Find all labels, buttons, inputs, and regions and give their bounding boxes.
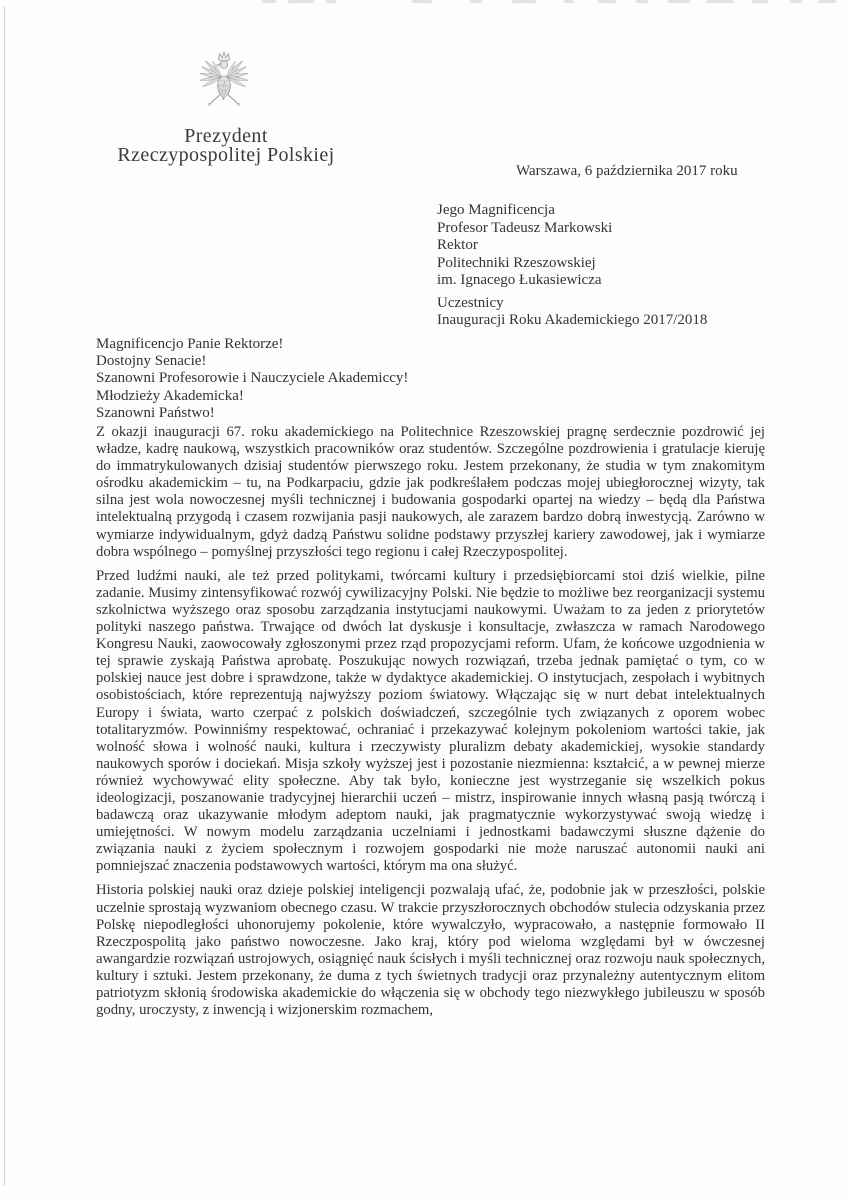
recipient-participants	[437, 295, 707, 330]
scan-artifact	[512, 0, 536, 3]
scan-artifact	[598, 0, 616, 3]
body-paragraph: Historia polskiej nauki oraz dzieje polskiej inteligencji pozwalają ufać, że, podobnie jak w przeszłości, polskie uczelnie sprostają wyzwaniom obecnego czasu. W trakcie przyszłorocznych obchodów stulecia odzyskania przez Polskę niepodległości uhonorujemy pokolenie, które wywalczyło, wypracowało, a następnie formowało II Rzeczpospolitą jako państwo nowoczesne. Jako kraj, który pod wieloma względami był w ówczesnej awangardzie rozwiązań ustrojowych, osiągnięć nauk ścisłych i myśli technicznej oraz rozwoju nauk społecznych, kultury i sztuki. Jestem przekonany, że duma z tych świetnych tradycji oraz przynależny autentycznym elitom patriotyzm skłonią środowiska akademickie do włączenia się w obchody tego niezwykłego jubileuszu w sposób godny, uroczysty, z inwencją i wizjonerskim rozmachem,	[96, 882, 765, 1019]
scan-artifact	[790, 0, 802, 3]
sender-title-line1: Prezydent	[184, 125, 268, 147]
scan-artifact	[470, 0, 482, 3]
recipient-line: Uczestnicy	[437, 294, 504, 311]
recipient-line: Rektor	[437, 237, 478, 253]
body-paragraph: Z okazji inauguracji 67. roku akademickiego na Politechnice Rzeszowskiej pragnę serdecznie pozdrowić jej władze, kadrę naukową, wszystkich pracowników oraz studentów. Szczególne pozdrowienia i gratulacje kieruję do immatrykulowanych dzisiaj studentów pierwszego roku. Jestem przekonany, że studia w tym znakomitym ośrodku akademickim – tu, na Podkarpaciu, gdzie jak podkreślałem podczas mojej ubiegłorocznej wizyty, tak silna jest wola nowoczesnej myśli technicznej i budowania gospodarki opartej na wiedzy – będą dla Państwa intelektualną przygodą i czasem rozwijania pasji naukowych, ale zarazem bardzo dobrą inwestycją. Zarówno w wymiarze indywidualnym, gdyż dadzą Państwu solidne podstawy przyszłej kariery zawodowej, jak i wymiarze dobra wspólnego – pomyślnej przyszłości tego regionu i całej Rzeczypospolitej.	[96, 424, 765, 560]
scan-artifact	[262, 0, 276, 3]
recipient-line: im. Ignacego Łukasiewicza	[437, 272, 602, 288]
salutation-line: Młodzieży Akademicka!	[96, 387, 244, 404]
scan-artifact	[752, 0, 768, 3]
sender-title-line2: Rzeczypospolitej Polskiej	[117, 144, 335, 166]
salutation-line: Szanowni Państwo!	[96, 404, 215, 421]
recipient-line: Jego Magnificencja	[437, 202, 555, 218]
body-paragraph: Przed ludźmi nauki, ale też przed politykami, twórcami kultury i przedsiębiorcami stoi dziś wielkie, pilne zadanie. Musimy zintensyfikować rozwój cywilizacyjny Polski. Nie będzie to możliwe bez reorganizacji systemu szkolnictwa wyższego oraz sposobu zarządzania instytucjami naukowymi. Uważam to za jeden z priorytetów polityki naszego państwa. Trwające od dwóch lat dyskusje i konsultacje, zwłaszcza w ramach Narodowego Kongresu Nauki, zaowocowały zgłoszonymi przez rząd propozycjami reform. Ufam, że końcowe uzgodnienia w tej sprawie zyskają Państwa aprobatę. Poszukując nowych rozwiązań, trzeba jednak pamiętać o tym, co w polskiej nauce jest dobre i sprawdzone, także w dydaktyce akademickiej. O instytucjach, zespołach i wybitnych osobistościach, które reprezentują najwyższy poziom światowy. Włączając się w nurt debat intelektualnych Europy i świata, warto czerpać z polskich doświadczeń, szczególnie tych związanych z oporem wobec totalitaryzmów. Powinniśmy respektować, ochraniać i przekazywać kolejnym pokoleniom wartości takie, jak wolność słowa i wolność nauki, kultura i rzeczywisty pluralizm debaty akademickiej, wysokie standardy naukowych sporów i dociekań. Misja szkoły wyższej jest i pozostanie niezmienna: kształcić, a w pewnej mierze również wychowywać elity społeczne. Aby tak było, konieczne jest wystrzeganie się wszelkich pokus ideologizacji, poszanowanie tradycyjnej hierarchii uczeń – mistrz, inspirowanie innych własną pasją twórczą i badawczą oraz ukazywanie młodym adeptom nauki, jak pragmatycznie wykorzystywać swoją wiedzę i umiejętności. W nowym modelu zarządzania uczelniami i jednostkami badawczymi słuszne dążenie do związania nauki z życiem społecznym i rozwojem gospodarki nie może naruszać autonomii nauki ani pomniejszać znaczenia podstawowych wartości, którym ma ona służyć.	[96, 567, 765, 875]
recipient-block	[437, 202, 707, 330]
scan-artifact	[668, 0, 690, 3]
dateline: Warszawa, 6 października 2017 roku	[516, 163, 738, 179]
recipient-line: Profesor Tadeusz Markowski	[437, 219, 613, 236]
scan-artifact	[706, 0, 734, 3]
letter-body	[96, 424, 765, 1026]
recipient-addressee	[437, 202, 707, 290]
scan-artifact	[412, 0, 432, 3]
scan-artifact	[636, 0, 648, 3]
scan-artifact	[818, 0, 836, 3]
coat-of-arms-eagle-icon	[195, 50, 253, 120]
scan-edge-line	[4, 6, 5, 1186]
recipient-line: Inauguracji Roku Akademickiego 2017/2018	[437, 312, 708, 328]
salutation-line: Szanowni Profesorowie i Nauczyciele Akademiccy!	[96, 370, 409, 387]
scan-artifact	[326, 0, 336, 3]
recipient-line: Politechniki Rzeszowskiej	[437, 254, 596, 271]
scan-artifact	[564, 0, 574, 3]
salutation-line: Magnificencjo Panie Rektorze!	[96, 336, 284, 352]
scan-artifact	[288, 0, 314, 3]
salutation-block	[96, 336, 408, 422]
letterhead-sender-title	[92, 127, 360, 165]
salutation-line: Dostojny Senacie!	[96, 353, 207, 370]
